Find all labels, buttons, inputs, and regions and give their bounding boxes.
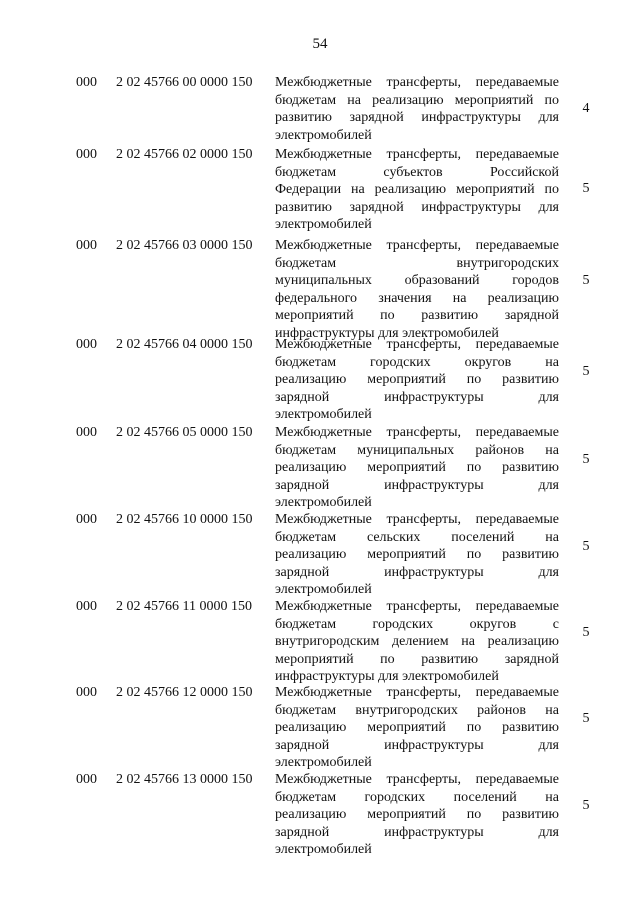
revenue-name-line: электромобилей xyxy=(275,407,372,422)
revenue-name-line: Межбюджетные трансферты, передаваемые xyxy=(275,75,559,90)
revenue-name-line: бюджетам городских поселений на xyxy=(275,789,559,805)
revenue-name-line: муниципальных образований городов xyxy=(275,273,559,288)
revenue-name-line: Межбюджетные трансферты, передаваемые xyxy=(275,599,559,614)
revenue-name-line: Межбюджетные трансферты, передаваемые xyxy=(275,238,559,253)
admin-code: 000 xyxy=(76,512,97,527)
revenue-name-line: зарядной инфраструктуры для xyxy=(275,389,559,405)
revenue-name-line: реализацию мероприятий по развитию xyxy=(275,720,559,735)
revenue-name xyxy=(275,336,559,424)
revenue-name-line: мероприятий по развитию зарядной xyxy=(275,308,559,323)
revenue-name xyxy=(275,771,559,859)
revenue-name-line: бюджетам внутригородских районов на xyxy=(275,702,559,718)
revenue-name-line: электромобилей xyxy=(275,127,372,143)
revenue-name-line: электромобилей xyxy=(275,755,372,770)
revenue-name-line: Межбюджетные трансферты, передаваемые xyxy=(275,685,559,700)
standard-value: 5 xyxy=(582,273,590,288)
revenue-name-line: бюджетам городских округов на xyxy=(275,354,559,370)
revenue-name-line: бюджетам муниципальных районов на xyxy=(275,442,559,458)
revenue-name-line: электромобилей xyxy=(275,582,372,597)
revenue-name-line: федерального значения на реализацию xyxy=(275,290,559,306)
standard-value: 5 xyxy=(582,711,590,726)
revenue-name-line: бюджетам городских округов с xyxy=(275,616,559,632)
admin-code: 000 xyxy=(76,685,97,700)
revenue-name-line: бюджетам внутригородских xyxy=(275,255,559,271)
revenue-name-line: реализацию мероприятий по развитию xyxy=(275,547,559,562)
revenue-name xyxy=(275,74,559,144)
revenue-name-line: бюджетам субъектов Российской xyxy=(275,164,559,180)
standard-value: 5 xyxy=(582,181,590,196)
budget-classification-code: 2 02 45766 11 0000 150 xyxy=(116,599,252,614)
budget-classification-code: 2 02 45766 02 0000 150 xyxy=(116,147,253,162)
admin-code: 000 xyxy=(76,425,97,440)
revenue-name-line: Межбюджетные трансферты, передаваемые xyxy=(275,147,559,162)
admin-code: 000 xyxy=(76,238,97,253)
revenue-name-line: электромобилей xyxy=(275,217,372,232)
budget-classification-code: 2 02 45766 10 0000 150 xyxy=(116,512,253,527)
standard-value: 5 xyxy=(582,539,590,554)
revenue-name xyxy=(275,237,559,342)
revenue-name-line: мероприятий по развитию зарядной xyxy=(275,651,559,667)
budget-classification-code: 2 02 45766 03 0000 150 xyxy=(116,238,253,253)
budget-classification-code: 2 02 45766 00 0000 150 xyxy=(116,75,253,90)
revenue-name-line: электромобилей xyxy=(275,842,372,857)
budget-classification-code: 2 02 45766 05 0000 150 xyxy=(116,425,253,440)
revenue-name-line: внутригородским делением на реализацию xyxy=(275,634,559,649)
budget-classification-code: 2 02 45766 12 0000 150 xyxy=(116,685,253,700)
revenue-name-line: бюджетам на реализацию мероприятий по xyxy=(275,92,559,108)
revenue-name-line: электромобилей xyxy=(275,495,372,510)
revenue-name-line: реализацию мероприятий по развитию xyxy=(275,807,559,822)
revenue-name-line: Межбюджетные трансферты, передаваемые xyxy=(275,425,559,440)
budget-classification-code: 2 02 45766 04 0000 150 xyxy=(116,337,253,352)
revenue-name xyxy=(275,424,559,512)
standard-value: 5 xyxy=(582,625,590,640)
revenue-name-line: инфраструктуры для электромобилей xyxy=(275,325,499,341)
revenue-name-line: зарядной инфраструктуры для xyxy=(275,824,559,840)
admin-code: 000 xyxy=(76,147,97,162)
revenue-name-line: Федерации на реализацию мероприятий по xyxy=(275,182,559,197)
revenue-name-line: реализацию мероприятий по развитию xyxy=(275,460,559,475)
page-number: 54 xyxy=(312,36,328,52)
revenue-name-line: реализацию мероприятий по развитию xyxy=(275,372,559,387)
revenue-name-line: инфраструктуры для электромобилей xyxy=(275,669,499,684)
revenue-name-line: развитию зарядной инфраструктуры для xyxy=(275,199,559,215)
standard-value: 5 xyxy=(582,452,590,467)
admin-code: 000 xyxy=(76,337,97,352)
admin-code: 000 xyxy=(76,599,97,614)
admin-code: 000 xyxy=(76,772,97,787)
revenue-name xyxy=(275,598,559,686)
revenue-name-line: зарядной инфраструктуры для xyxy=(275,564,559,580)
standard-value: 4 xyxy=(582,101,590,116)
revenue-name-line: Межбюджетные трансферты, передаваемые xyxy=(275,337,559,352)
revenue-name xyxy=(275,684,559,772)
revenue-name-line: Межбюджетные трансферты, передаваемые xyxy=(275,512,559,527)
revenue-name-line: бюджетам сельских поселений на xyxy=(275,529,559,545)
budget-classification-code: 2 02 45766 13 0000 150 xyxy=(116,772,253,787)
revenue-name-line: зарядной инфраструктуры для xyxy=(275,477,559,493)
revenue-name xyxy=(275,146,559,234)
admin-code: 000 xyxy=(76,75,97,90)
revenue-name-line: развитию зарядной инфраструктуры для xyxy=(275,110,559,125)
standard-value: 5 xyxy=(582,364,590,379)
revenue-name xyxy=(275,511,559,599)
standard-value: 5 xyxy=(582,798,590,813)
revenue-name-line: Межбюджетные трансферты, передаваемые xyxy=(275,772,559,787)
revenue-name-line: зарядной инфраструктуры для xyxy=(275,737,559,753)
